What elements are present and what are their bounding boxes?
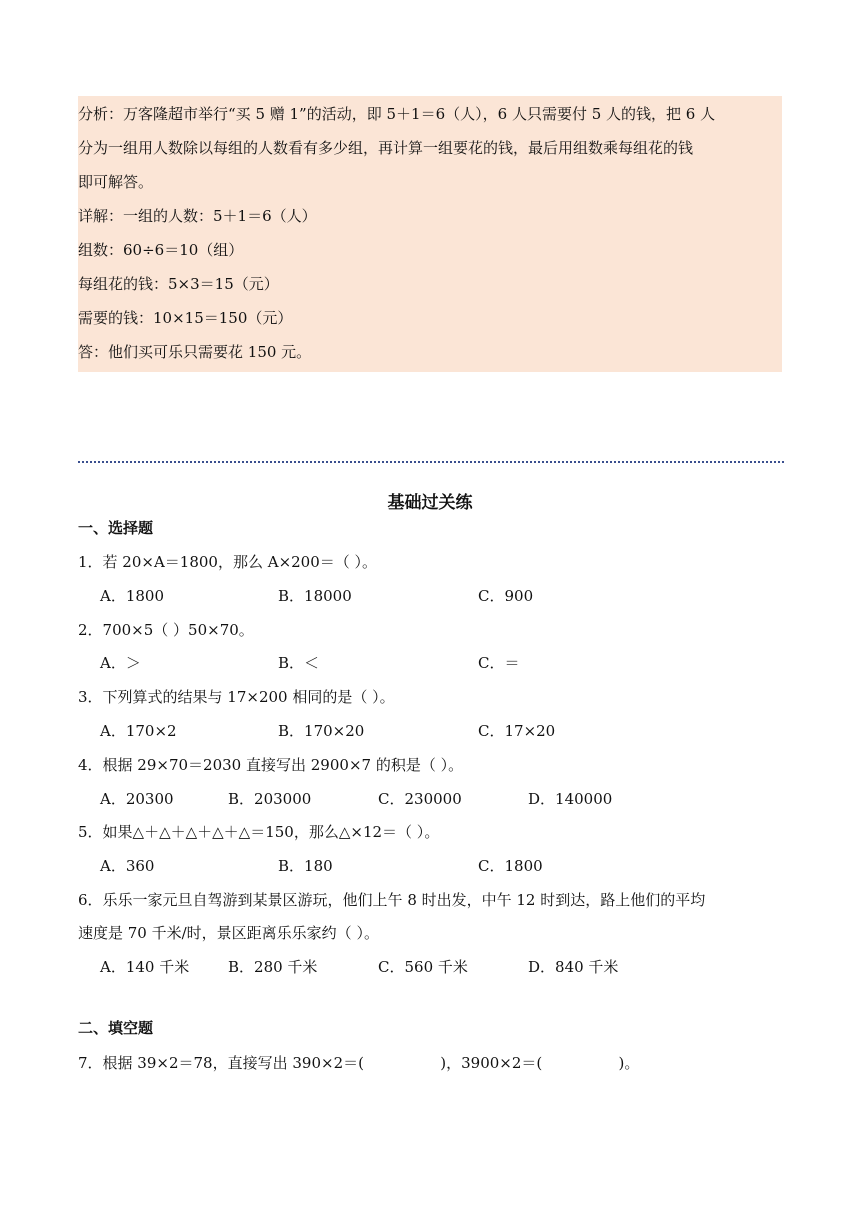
option-a: A．20300 (100, 790, 174, 808)
section-heading-fill: 二、填空题 (78, 1019, 154, 1037)
page-title: 基础过关练 (387, 493, 473, 513)
question-7: 7．根据 39×2＝78，直接写出 390×2＝( )，3900×2＝( )。 (78, 1054, 640, 1072)
question-1: 1．若 20×A＝1800，那么 A×200＝（ ）。 (78, 553, 378, 571)
option-c: C．＝ (478, 654, 520, 672)
option-a: A．＞ (100, 654, 141, 672)
option-b: B．170×20 (278, 722, 365, 740)
solution-line: 每组花的钱：5×3＝15（元） (78, 275, 279, 293)
option-c: C．560 千米 (378, 958, 468, 976)
option-a: A．140 千米 (100, 958, 190, 976)
option-a: A．1800 (100, 587, 165, 605)
question-6: 6．乐乐一家元旦自驾游到某景区游玩，他们上午 8 时出发，中午 12 时到达，路上他们的平均 (78, 891, 706, 909)
option-c: C．230000 (378, 790, 462, 808)
dotted-divider (78, 461, 784, 463)
option-a: A．360 (100, 857, 155, 875)
analysis-line: 分为一组用人数除以每组的人数看有多少组，再计算一组要花的钱，最后用组数乘每组花的钱 (78, 139, 694, 157)
option-c: C．1800 (478, 857, 543, 875)
question-6-continued: 速度是 70 千米/时，景区距离乐乐家约（ ）。 (78, 924, 379, 942)
option-d: D．140000 (528, 790, 613, 808)
solution-line: 需要的钱：10×15＝150（元） (78, 309, 293, 327)
question-4: 4．根据 29×70＝2030 直接写出 2900×7 的积是（ ）。 (78, 756, 464, 774)
option-c: C．17×20 (478, 722, 556, 740)
option-b: B．18000 (278, 587, 352, 605)
option-c: C．900 (478, 587, 534, 605)
section-heading-choice: 一、选择题 (78, 519, 154, 537)
solution-line: 组数：60÷6＝10（组） (78, 241, 244, 259)
solution-line: 详解：一组的人数：5＋1＝6（人） (78, 207, 317, 225)
answer-line: 答：他们买可乐只需要花 150 元。 (78, 343, 312, 361)
option-a: A．170×2 (100, 722, 177, 740)
analysis-line: 分析：万客隆超市举行“买 5 赠 1”的活动，即 5＋1＝6（人），6 人只需要付 5 人的钱，把 6 人 (78, 105, 716, 123)
analysis-line: 即可解答。 (78, 173, 154, 191)
question-3: 3．下列算式的结果与 17×200 相同的是（ ）。 (78, 688, 395, 706)
question-5: 5．如果△＋△＋△＋△＋△＝150，那么△×12＝（ ）。 (78, 823, 440, 841)
question-2: 2．700×5（ ）50×70。 (78, 621, 254, 639)
option-b: B．＜ (278, 654, 320, 672)
analysis-box (78, 96, 782, 372)
option-b: B．280 千米 (228, 958, 318, 976)
option-b: B．180 (278, 857, 333, 875)
option-b: B．203000 (228, 790, 312, 808)
option-d: D．840 千米 (528, 958, 619, 976)
